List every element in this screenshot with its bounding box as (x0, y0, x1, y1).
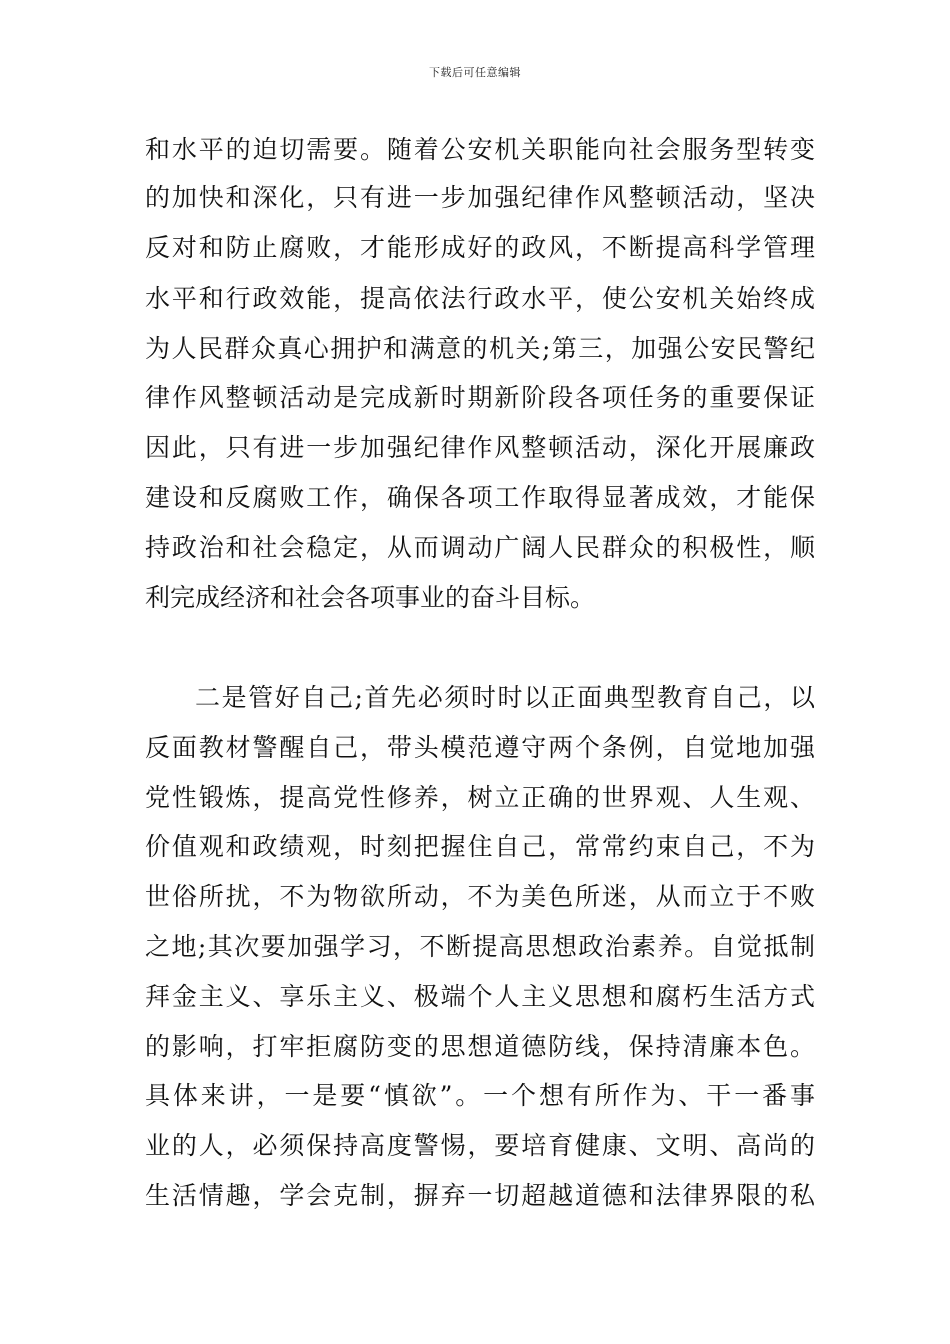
paragraph-line: 拜金主义、享乐主义、极端个人主义思想和腐朽生活方式 (145, 982, 815, 1011)
paragraph-line: 世俗所扰，不为物欲所动，不为美色所迷，从而立于不败 (145, 882, 815, 911)
paragraph-line: 党性锻炼，提高党性修养，树立正确的世界观、人生观、 (145, 783, 815, 812)
paragraph-line: 建设和反腐败工作，确保各项工作取得显著成效，才能保 (145, 483, 815, 512)
paragraph-line: 二是管好自己;首先必须时时以正面典型教育自己，以 (195, 683, 815, 712)
paragraph-line: 和水平的迫切需要。随着公安机关职能向社会服务型转变 (145, 135, 815, 164)
paragraph-line: 生活情趣，学会克制，摒弃一切超越道德和法律界限的私 (145, 1181, 815, 1210)
paragraph-line: 反对和防止腐败，才能形成好的政风，不断提高科学管理 (145, 233, 815, 262)
paragraph-line: 律作风整顿活动是完成新时期新阶段各项任务的重要保证 (145, 383, 815, 412)
paragraph-line: 利完成经济和社会各项事业的奋斗目标。 (145, 583, 596, 612)
paragraph-line: 具体来讲，一是要“慎欲”。一个想有所作为、干一番事 (145, 1081, 815, 1110)
paragraph-line: 之地;其次要加强学习，不断提高思想政治素养。自觉抵制 (145, 932, 815, 961)
paragraph-line: 水平和行政效能，提高依法行政水平，使公安机关始终成 (145, 284, 815, 313)
paragraph-line: 反面教材警醒自己，带头模范遵守两个条例，自觉地加强 (145, 733, 815, 762)
paragraph-line: 业的人，必须保持高度警惕，要培育健康、文明、高尚的 (145, 1131, 815, 1160)
paragraph-line: 的影响，打牢拒腐防变的思想道德防线，保持清廉本色。 (145, 1032, 815, 1061)
paragraph-line: 持政治和社会稳定，从而调动广阔人民群众的积极性，顺 (145, 533, 815, 562)
paragraph-line: 为人民群众真心拥护和满意的机关;第三，加强公安民警纪 (145, 334, 815, 363)
page-header: 下载后可任意编辑 (429, 66, 521, 79)
paragraph-line: 价值观和政绩观，时刻把握住自己，常常约束自己，不为 (145, 832, 815, 861)
paragraph-line: 的加快和深化，只有进一步加强纪律作风整顿活动，坚决 (145, 183, 815, 212)
paragraph-line: 因此，只有进一步加强纪律作风整顿活动，深化开展廉政 (145, 433, 815, 462)
